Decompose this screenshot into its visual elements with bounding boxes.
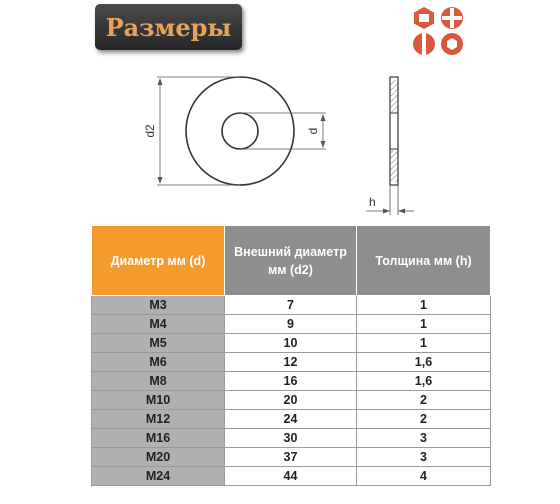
cell-thickness: 1,6	[357, 372, 491, 391]
cell-outer-diameter: 12	[225, 353, 357, 372]
cell-size: M4	[92, 315, 225, 334]
cell-outer-diameter: 37	[225, 448, 357, 467]
column-header-thickness: Толщина мм (h)	[357, 226, 491, 296]
washer-outer-circle	[186, 77, 294, 185]
cell-thickness: 1	[357, 334, 491, 353]
cell-thickness: 4	[357, 467, 491, 486]
cell-outer-diameter: 44	[225, 467, 357, 486]
table-row	[92, 391, 491, 410]
washer-dimension-drawing	[0, 0, 560, 230]
column-header-diameter: Диаметр мм (d)	[92, 226, 225, 296]
table-row	[92, 315, 491, 334]
cell-outer-diameter: 9	[225, 315, 357, 334]
column-header-outer-diameter: Внешний диаметр мм (d2)	[225, 226, 357, 296]
cell-thickness: 2	[357, 410, 491, 429]
cell-outer-diameter: 16	[225, 372, 357, 391]
table-row	[92, 467, 491, 486]
cell-size: M5	[92, 334, 225, 353]
washer-size-table	[91, 225, 491, 486]
table-row	[92, 353, 491, 372]
page-title: Размеры	[105, 12, 232, 42]
table-row	[92, 429, 491, 448]
cell-thickness: 1,6	[357, 353, 491, 372]
cell-outer-diameter: 20	[225, 391, 357, 410]
cell-thickness: 3	[357, 429, 491, 448]
cell-thickness: 1	[357, 315, 491, 334]
cell-size: M20	[92, 448, 225, 467]
cell-size: M12	[92, 410, 225, 429]
cell-thickness: 1	[357, 296, 491, 315]
label-d: d	[306, 127, 320, 135]
label-d2: d2	[143, 124, 157, 138]
table-row	[92, 410, 491, 429]
cell-thickness: 3	[357, 448, 491, 467]
label-h: h	[369, 195, 376, 209]
table-row	[92, 334, 491, 353]
cell-outer-diameter: 7	[225, 296, 357, 315]
cell-size: M16	[92, 429, 225, 448]
table-row	[92, 448, 491, 467]
cell-outer-diameter: 30	[225, 429, 357, 448]
cell-size: M3	[92, 296, 225, 315]
washer-inner-circle	[222, 113, 258, 149]
cell-outer-diameter: 24	[225, 410, 357, 429]
table-header-row	[92, 226, 491, 296]
cell-size: M8	[92, 372, 225, 391]
cell-size: M6	[92, 353, 225, 372]
table-row	[92, 296, 491, 315]
cell-size: M24	[92, 467, 225, 486]
cell-outer-diameter: 10	[225, 334, 357, 353]
cell-thickness: 2	[357, 391, 491, 410]
cell-size: M10	[92, 391, 225, 410]
table-row	[92, 372, 491, 391]
